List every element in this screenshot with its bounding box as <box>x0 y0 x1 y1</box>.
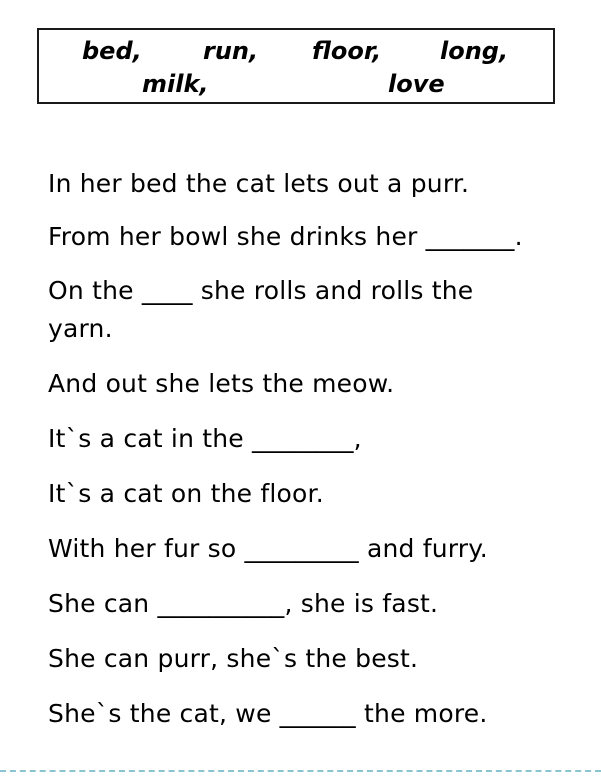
poem-line-7: With her fur so _________ and furry. <box>48 534 488 563</box>
page-bottom-dashed-edge <box>0 770 601 772</box>
poem-line-8: She can __________, she is fast. <box>48 589 439 618</box>
word-bank-word-love: love <box>388 70 445 98</box>
poem-line-3: On the ____ she rolls and rolls the <box>48 276 474 305</box>
word-bank-word-milk: milk, <box>142 70 209 98</box>
word-bank-word-run: run, <box>203 37 259 65</box>
poem-line-2: From her bowl she drinks her _______. <box>48 222 523 251</box>
poem-line-5: It`s a cat in the ________, <box>48 424 362 453</box>
poem-line-4: And out she lets the meow. <box>48 369 395 398</box>
poem-line-9: She can purr, she`s the best. <box>48 644 419 673</box>
word-bank-word-long: long, <box>440 37 509 65</box>
word-bank-word-floor: floor, <box>312 37 382 65</box>
word-bank-word-bed: bed, <box>82 37 142 65</box>
poem-line-6: It`s a cat on the floor. <box>48 479 324 508</box>
poem-line-3-continued: yarn. <box>48 314 113 343</box>
poem-line-1: In her bed the cat lets out a purr. <box>48 169 470 198</box>
poem-line-10: She`s the cat, we ______ the more. <box>48 699 488 728</box>
